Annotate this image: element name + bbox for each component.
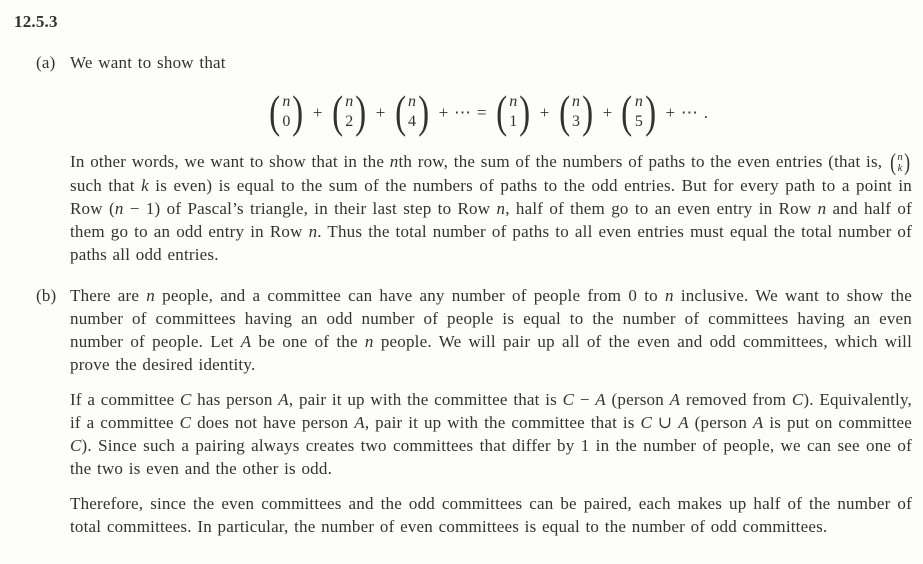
text-run: , pair it up with the committee that is <box>364 413 641 433</box>
text-run: does not have person <box>191 413 355 433</box>
part-a-body <box>70 51 912 278</box>
binom-top: n <box>345 93 354 110</box>
math-variable: n <box>496 199 506 219</box>
math-variable: A <box>678 413 689 433</box>
math-variable: A <box>354 413 365 433</box>
math-variable: C <box>562 390 575 410</box>
math-variable: n <box>308 222 318 242</box>
text-run: inclusive. We want to show the number of committees having an odd number of people is equal to the number of committees having an even number of people. Let <box>70 286 912 352</box>
text-run: + ⋯ . <box>665 102 709 122</box>
text-run: ). Equivalently, if a committee <box>70 390 912 433</box>
math-variable: n <box>114 199 124 219</box>
binomial-coefficient <box>494 86 533 138</box>
binom-stack <box>408 92 416 132</box>
text-run: . Thus the total number of paths to all even entries must equal the total number of paths all odd entries. <box>70 222 912 265</box>
paren-right-icon: ) <box>582 86 594 138</box>
text-run: ). Since such a pairing always creates two committees that differ by 1 in the number of people, we can see one of the two is even and the other is odd. <box>70 436 912 479</box>
text-run: + <box>539 102 550 122</box>
text-run: (person <box>605 390 670 410</box>
binom-top: n <box>408 93 417 110</box>
text-run: Therefore, since the even committees and the odd committees can be paired, each makes up half of the number of total committees. In particular, the number of even committees is equal to the number of odd committees. <box>70 494 912 537</box>
part-b-paragraph-3 <box>70 492 912 538</box>
binom-stack <box>572 92 580 132</box>
binom-bottom: 4 <box>408 113 417 130</box>
paren-right-icon: ) <box>645 86 657 138</box>
part-b-paragraph-1 <box>70 284 912 376</box>
binomial-coefficient <box>393 86 432 138</box>
text-run: + ⋯ = <box>438 102 487 122</box>
binom-top: n <box>897 152 903 164</box>
paren-left-icon: ( <box>495 86 508 138</box>
text-run: + <box>312 102 323 122</box>
math-variable: n <box>146 286 155 306</box>
part-b-body <box>70 284 912 550</box>
display-equation <box>70 86 912 138</box>
binom-top: n <box>572 93 581 110</box>
text-run: has person <box>191 390 279 410</box>
text-run: − <box>574 390 596 410</box>
math-variable: C <box>179 390 192 410</box>
text-run: , pair it up with the committee that is <box>288 390 563 410</box>
math-variable: n <box>389 152 399 171</box>
text-run: There are <box>70 286 147 306</box>
text-run: If a committee <box>70 390 180 410</box>
binom-top: n <box>509 93 518 110</box>
problem-number: 12.5.3 <box>14 12 58 31</box>
binom-bottom: 1 <box>509 113 518 130</box>
paren-right-icon: ) <box>355 86 367 138</box>
math-variable: A <box>240 332 252 352</box>
text-run: removed from <box>680 390 792 410</box>
text-run: is even) is equal to the sum of the numbers of paths to the odd entries. But for every path to a point in Row ( <box>70 176 912 219</box>
text-run: people. We will pair up all of the even and odd committees, which will prove the desired identity. <box>70 332 912 375</box>
text-run: and half of them go to an odd entry in Row <box>70 199 912 242</box>
binomial-coefficient <box>619 86 658 138</box>
paren-left-icon: ( <box>890 148 897 176</box>
paren-left-icon: ( <box>331 86 344 138</box>
binom-stack <box>282 92 290 132</box>
text-run: such that <box>70 176 142 196</box>
paren-left-icon: ( <box>268 86 281 138</box>
math-variable: A <box>595 390 606 410</box>
math-variable: C <box>791 390 804 410</box>
text-run: − 1) of Pascal’s triangle, in their last step to Row <box>123 199 497 219</box>
paren-right-icon: ) <box>292 86 304 138</box>
binom-stack <box>635 92 643 132</box>
math-variable: A <box>278 390 289 410</box>
paren-left-icon: ( <box>394 86 406 138</box>
binomial-coefficient <box>557 86 596 138</box>
math-variable: C <box>70 436 82 456</box>
math-variable: n <box>817 199 827 219</box>
math-variable: A <box>669 390 681 410</box>
part-a-paragraph <box>70 150 912 266</box>
text-run: + <box>375 102 386 122</box>
paren-left-icon: ( <box>621 86 633 138</box>
math-variable: C <box>179 413 192 433</box>
part-b <box>14 284 912 550</box>
binom-top: n <box>282 93 291 110</box>
binom-bottom: 3 <box>572 113 581 130</box>
binom-top: n <box>634 93 643 110</box>
binomial-coefficient <box>267 86 306 138</box>
binom-bottom: 2 <box>345 113 354 130</box>
text-run: be one of the <box>251 332 365 352</box>
math-variable: k <box>141 176 149 196</box>
binom-bottom: 5 <box>634 113 643 130</box>
text-run: is put on committee <box>763 413 912 433</box>
binomial-coefficient <box>889 148 911 176</box>
text-run: , half of them go to an even entry in Row <box>505 199 818 219</box>
paren-right-icon: ) <box>903 148 910 176</box>
text-run: + <box>602 102 613 122</box>
part-b-paragraph-2 <box>70 388 912 480</box>
part-a-label: (a) <box>36 53 56 72</box>
text-run: th row, the sum of the numbers of paths to the even entries (that is, <box>398 152 888 171</box>
binom-stack <box>509 92 517 132</box>
part-b-label: (b) <box>36 286 57 306</box>
paren-right-icon: ) <box>519 86 531 138</box>
binom-stack <box>897 152 902 174</box>
paren-right-icon: ) <box>418 86 430 138</box>
binom-stack <box>345 92 353 132</box>
math-variable: C <box>640 413 653 433</box>
math-variable: n <box>364 332 374 352</box>
binom-bottom: k <box>897 163 903 175</box>
math-variable: n <box>664 286 674 306</box>
part-a-intro: We want to show that <box>70 53 226 72</box>
binom-bottom: 0 <box>282 113 291 130</box>
text-run: In other words, we want to show that in the <box>70 152 390 171</box>
text-run: people, and a committee can have any number of people from 0 to <box>154 286 665 306</box>
text-run: (person <box>688 413 753 433</box>
text-run: ∪ <box>652 413 679 433</box>
binomial-coefficient <box>330 86 369 138</box>
part-a <box>14 51 912 278</box>
paren-left-icon: ( <box>558 86 570 138</box>
math-variable: A <box>752 413 764 433</box>
